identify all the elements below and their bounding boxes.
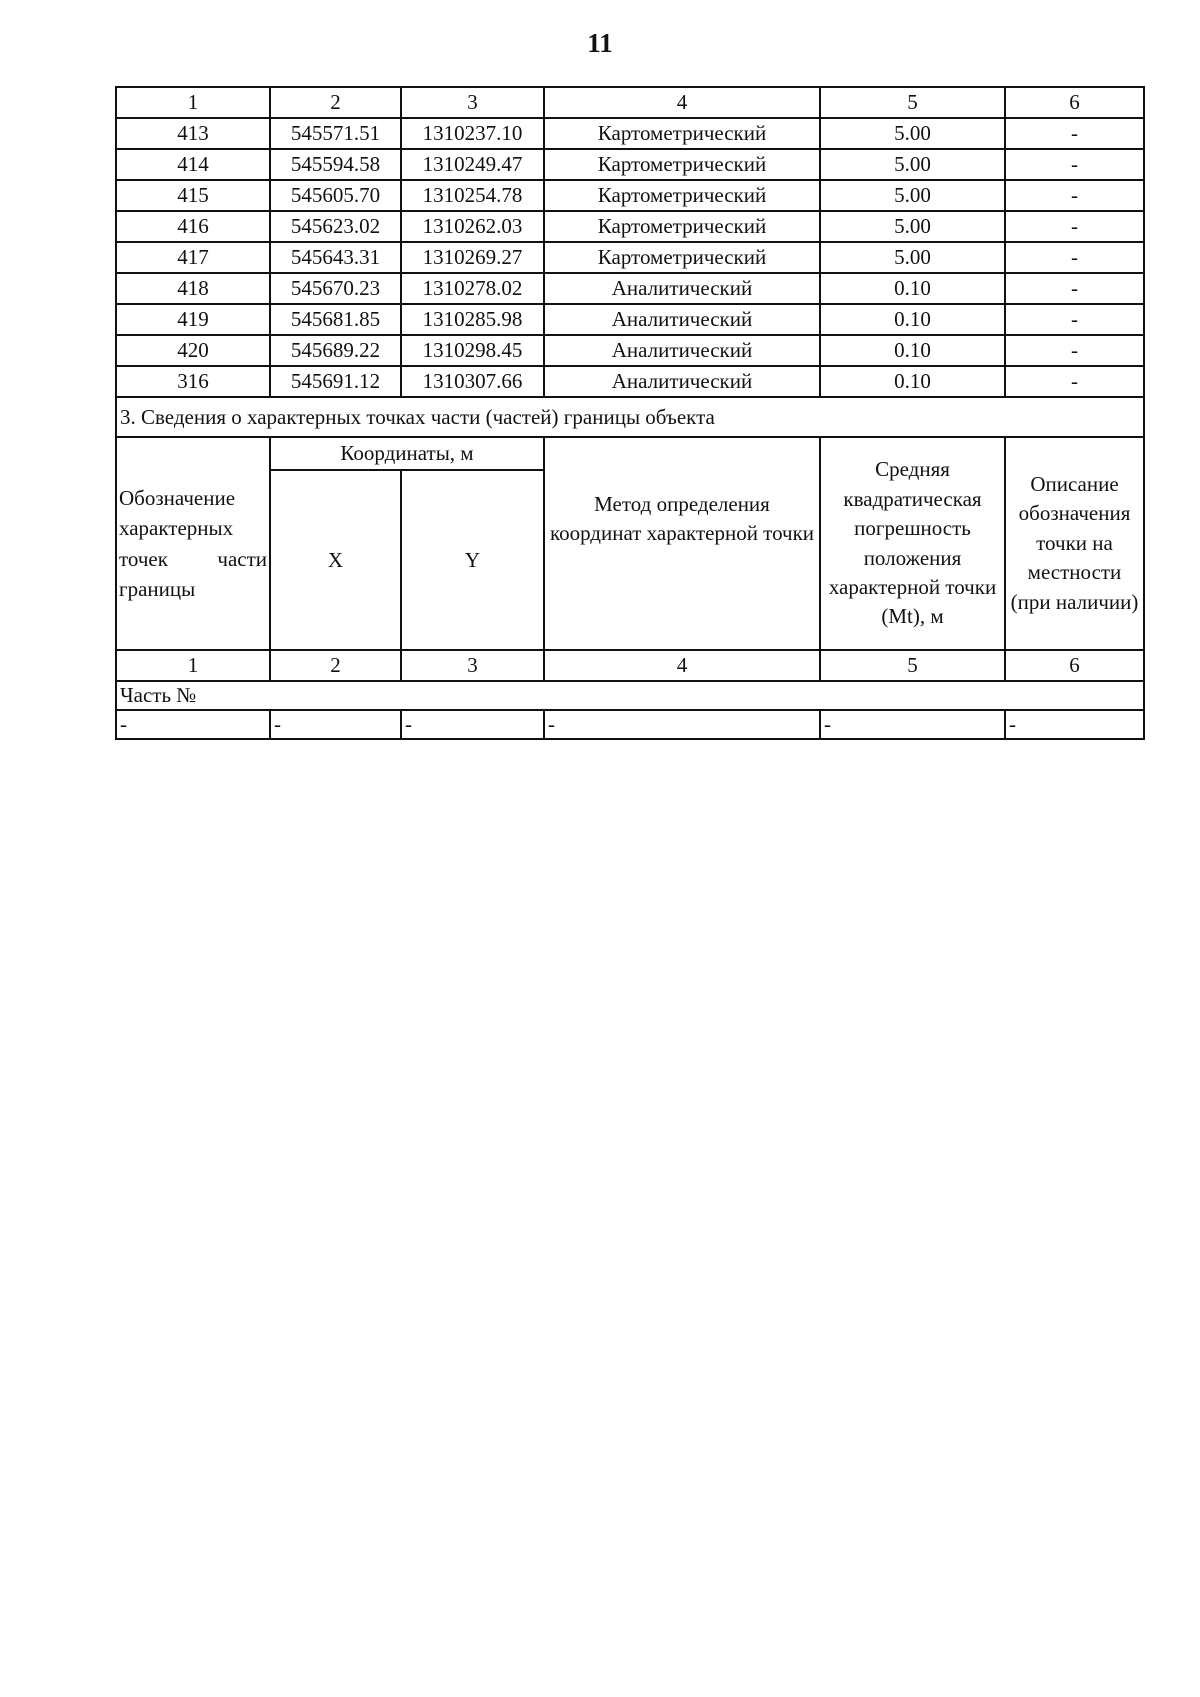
description: - (1005, 242, 1144, 273)
mean-error: 5.00 (820, 149, 1005, 180)
point-designation: 419 (116, 304, 270, 335)
empty-cell: - (544, 710, 820, 739)
empty-row (116, 710, 1144, 739)
x-coordinate: 545571.51 (270, 118, 401, 149)
x-coordinate: 545681.85 (270, 304, 401, 335)
method: Картометрический (544, 211, 820, 242)
table-row (116, 211, 1144, 242)
page-number: 11 (587, 28, 613, 58)
column-number: 6 (1005, 87, 1144, 118)
method: Картометрический (544, 180, 820, 211)
column-number: 5 (820, 650, 1005, 681)
y-coordinate: 1310269.27 (401, 242, 544, 273)
empty-cell: - (270, 710, 401, 739)
column-number-row (116, 87, 1144, 118)
description: - (1005, 335, 1144, 366)
mean-error: 0.10 (820, 273, 1005, 304)
method: Аналитический (544, 273, 820, 304)
mean-error: 5.00 (820, 118, 1005, 149)
table-row (116, 335, 1144, 366)
description-header: Описание обозначения точки на местности (при наличии) (1005, 437, 1144, 650)
column-number: 1 (116, 650, 270, 681)
part-row (116, 681, 1144, 710)
y-coordinate: 1310262.03 (401, 211, 544, 242)
column-number: 3 (401, 87, 544, 118)
description: - (1005, 180, 1144, 211)
column-number: 3 (401, 650, 544, 681)
table-row (116, 273, 1144, 304)
point-designation: 417 (116, 242, 270, 273)
point-designation: 415 (116, 180, 270, 211)
section-title-row (116, 397, 1144, 437)
coordinates-header: Координаты, м (270, 437, 544, 470)
empty-cell: - (1005, 710, 1144, 739)
x-coordinate: 545691.12 (270, 366, 401, 397)
point-designation: 416 (116, 211, 270, 242)
designation-header: Обозначение характерных точек части границы (116, 437, 270, 650)
table-row (116, 366, 1144, 397)
method: Аналитический (544, 335, 820, 366)
y-coordinate: 1310278.02 (401, 273, 544, 304)
method: Аналитический (544, 304, 820, 335)
x-coordinate: 545643.31 (270, 242, 401, 273)
section-title: 3. Сведения о характерных точках части (частей) границы объекта (116, 397, 1144, 437)
method: Картометрический (544, 242, 820, 273)
mean-error-header: Средняя квадратическая погрешность положения характерной точки (Mt), м (820, 437, 1005, 650)
x-coordinate: 545689.22 (270, 335, 401, 366)
description: - (1005, 366, 1144, 397)
description: - (1005, 273, 1144, 304)
y-coordinate: 1310298.45 (401, 335, 544, 366)
point-designation: 414 (116, 149, 270, 180)
y-header: Y (401, 470, 544, 650)
point-designation: 316 (116, 366, 270, 397)
x-coordinate: 545670.23 (270, 273, 401, 304)
y-coordinate: 1310254.78 (401, 180, 544, 211)
x-coordinate: 545605.70 (270, 180, 401, 211)
description: - (1005, 149, 1144, 180)
description: - (1005, 304, 1144, 335)
column-number: 4 (544, 87, 820, 118)
x-header: X (270, 470, 401, 650)
empty-cell: - (401, 710, 544, 739)
method-header: Метод определения координат характерной точки (544, 437, 820, 650)
table-row (116, 180, 1144, 211)
mean-error: 0.10 (820, 366, 1005, 397)
mean-error: 5.00 (820, 242, 1005, 273)
column-number-row (116, 650, 1144, 681)
section-header-row (116, 437, 1144, 470)
column-number: 1 (116, 87, 270, 118)
point-designation: 413 (116, 118, 270, 149)
mean-error: 5.00 (820, 180, 1005, 211)
point-designation: 418 (116, 273, 270, 304)
method: Картометрический (544, 118, 820, 149)
point-designation: 420 (116, 335, 270, 366)
y-coordinate: 1310249.47 (401, 149, 544, 180)
y-coordinate: 1310307.66 (401, 366, 544, 397)
y-coordinate: 1310237.10 (401, 118, 544, 149)
column-number: 4 (544, 650, 820, 681)
table-row (116, 242, 1144, 273)
method: Картометрический (544, 149, 820, 180)
table-row (116, 304, 1144, 335)
method: Аналитический (544, 366, 820, 397)
table-row (116, 149, 1144, 180)
empty-cell: - (116, 710, 270, 739)
mean-error: 0.10 (820, 304, 1005, 335)
column-number: 2 (270, 650, 401, 681)
characteristic-points-table (115, 86, 1145, 740)
part-label: Часть № (116, 681, 1144, 710)
empty-cell: - (820, 710, 1005, 739)
mean-error: 0.10 (820, 335, 1005, 366)
y-coordinate: 1310285.98 (401, 304, 544, 335)
column-number: 6 (1005, 650, 1144, 681)
mean-error: 5.00 (820, 211, 1005, 242)
x-coordinate: 545623.02 (270, 211, 401, 242)
column-number: 2 (270, 87, 401, 118)
column-number: 5 (820, 87, 1005, 118)
table-row (116, 118, 1144, 149)
description: - (1005, 118, 1144, 149)
description: - (1005, 211, 1144, 242)
x-coordinate: 545594.58 (270, 149, 401, 180)
